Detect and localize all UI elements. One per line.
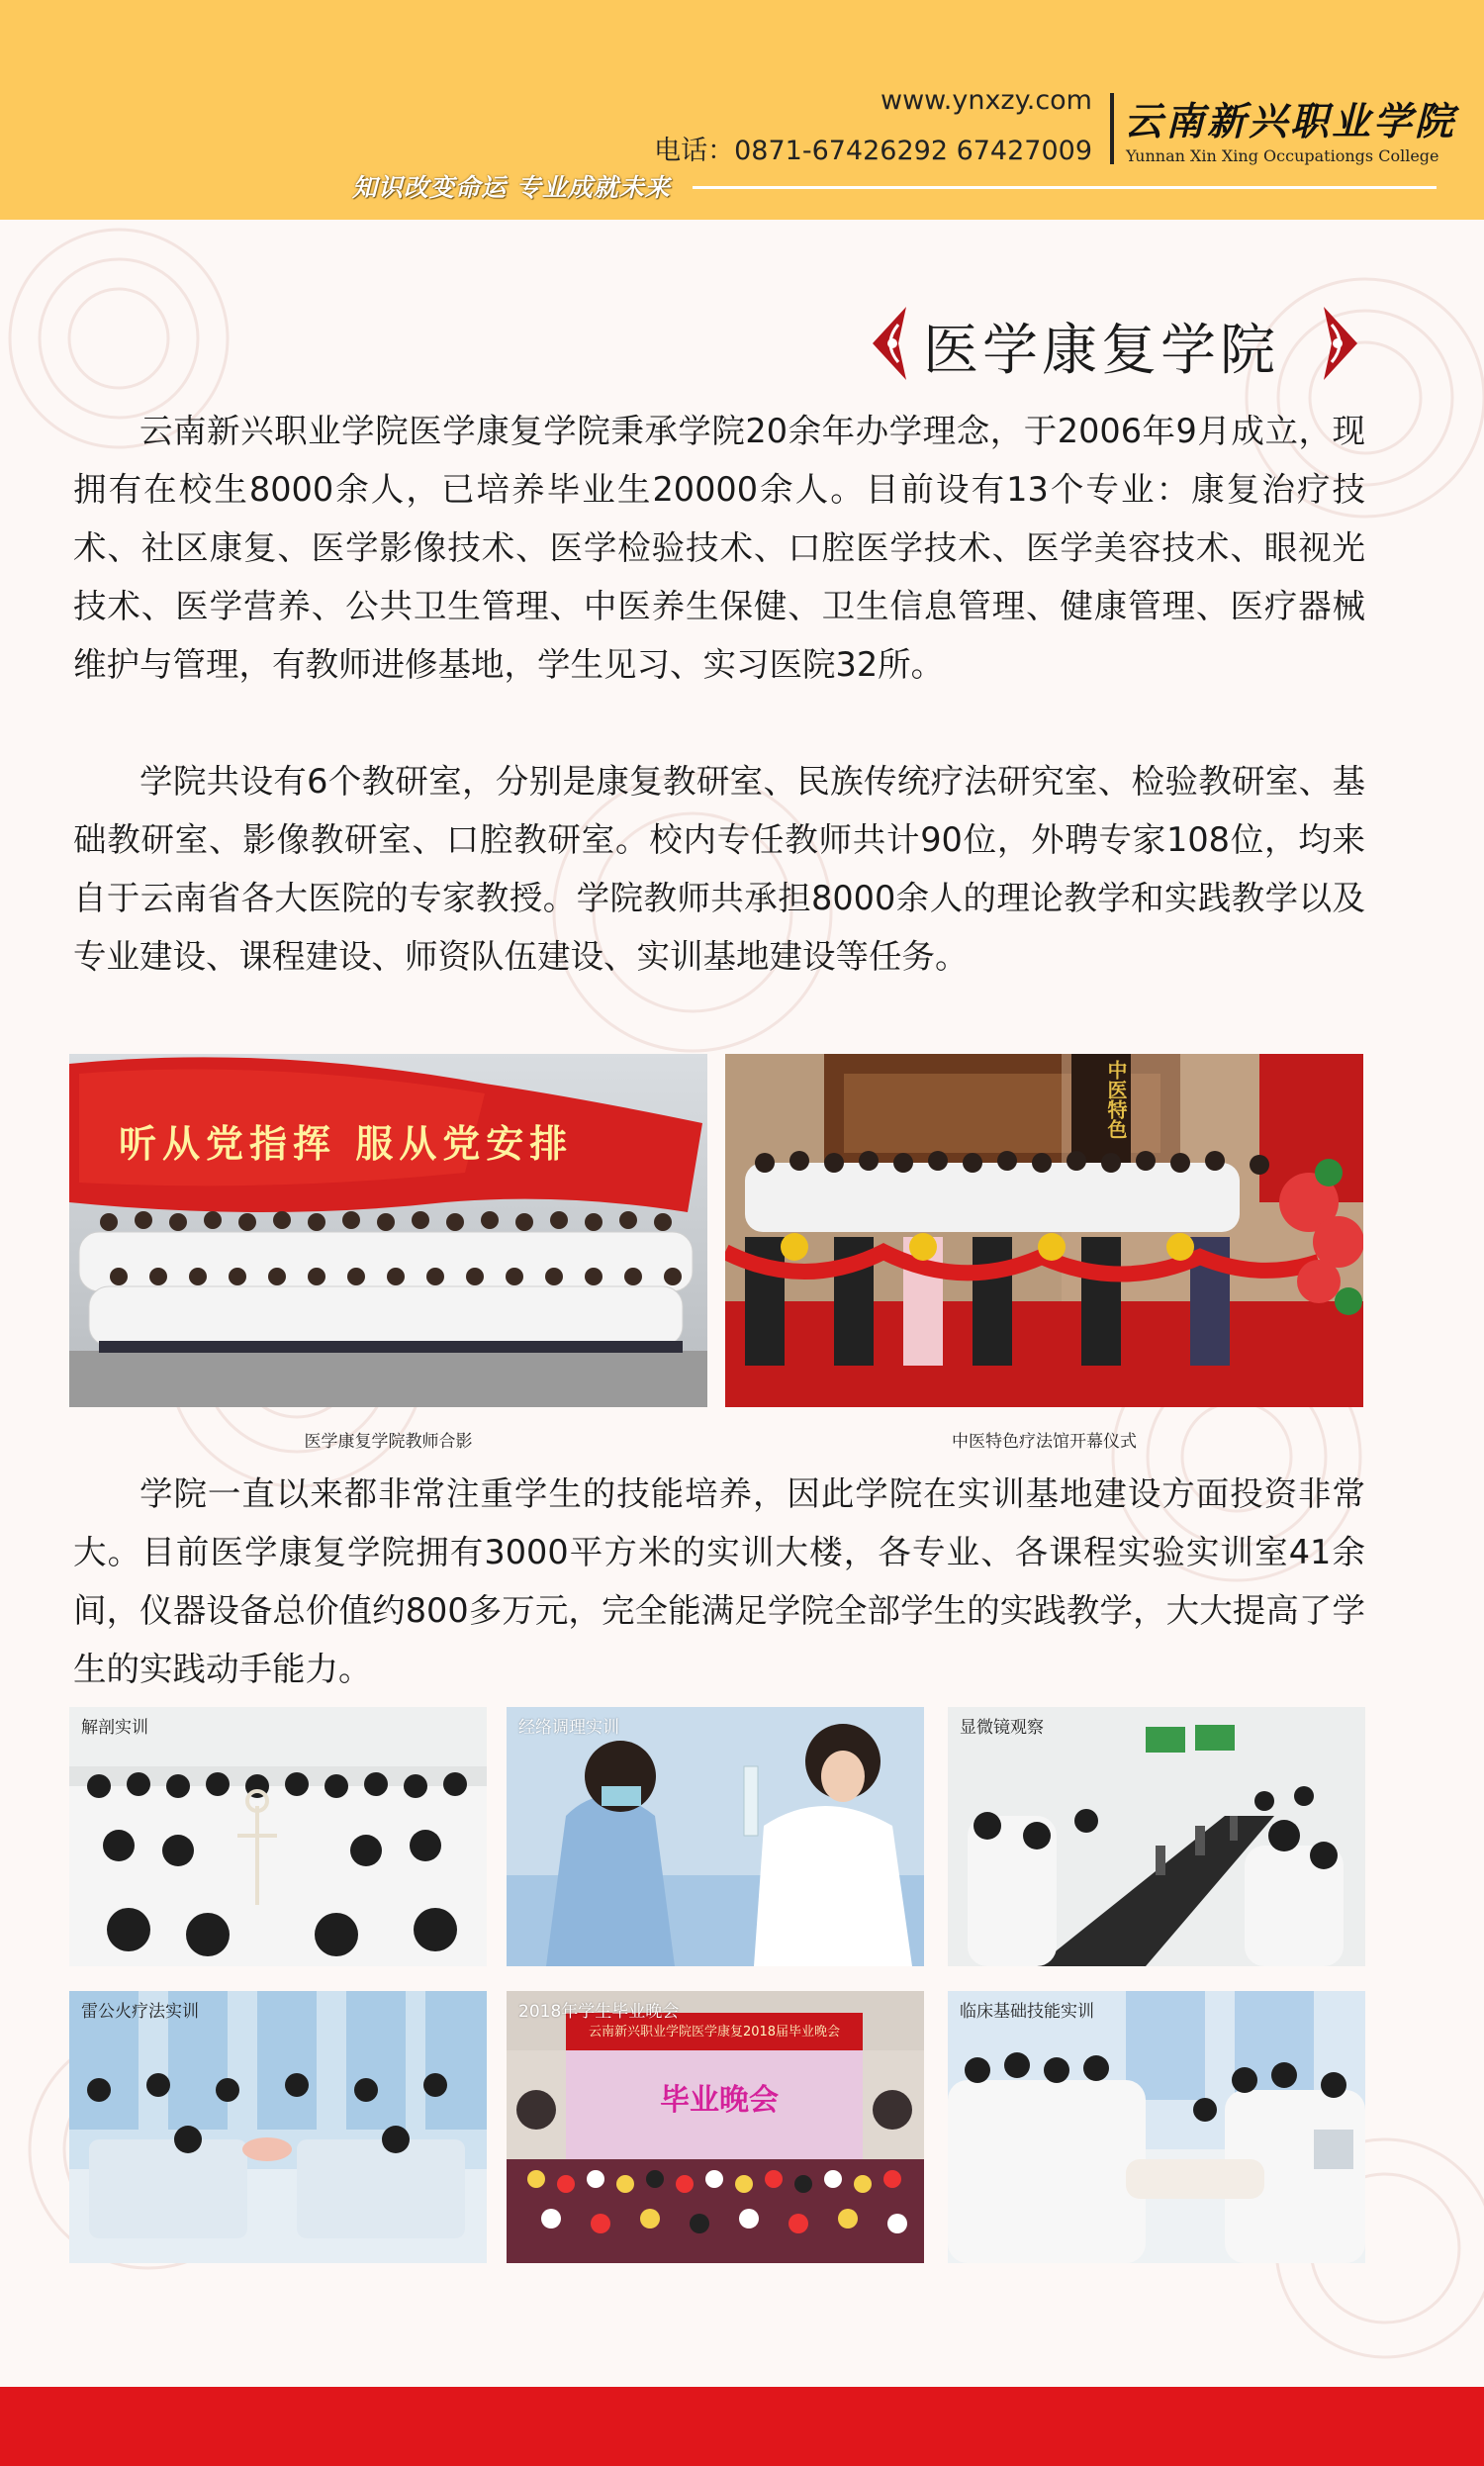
microscope-observation-image: [948, 1707, 1365, 1966]
label-microscope-observation: 显微镜观察: [960, 1718, 1044, 1738]
clinical-skills-training-image: [948, 1991, 1365, 2263]
header-banner: [0, 0, 1484, 220]
caption-teachers-group: 医学康复学院教师合影: [304, 1432, 473, 1452]
paragraph-departments: 学院共设有6个教研室，分别是康复教研室、民族传统疗法研究室、检验教研室、基础教研室、影像教研室、口腔教研室。校内专任教师共计90位，外聘专家108位，均来自于云南省各大医院的专家教授。学院教师共承担8000余人的理论教学和实践教学以及专业建设、课程建设、师资队伍建设、实训基地建设等任务。: [73, 762, 1365, 976]
fire-therapy-training-image: [69, 1991, 487, 2263]
label-anatomy-training: 解剖实训: [81, 1718, 148, 1738]
photo-clinical-skills-training: [948, 1991, 1365, 2263]
label-clinical-skills-training: 临床基础技能实训: [960, 2002, 1094, 2022]
photo-microscope-observation: [948, 1707, 1365, 1966]
ornament-right-icon: [1322, 305, 1361, 382]
photo-teachers-group: [69, 1054, 707, 1407]
college-name-cn: 云南新兴职业学院: [1124, 99, 1457, 144]
label-fire-therapy-training: 雷公火疗法实训: [81, 2002, 199, 2022]
teachers-group-image: [69, 1054, 707, 1407]
meridian-training-image: [507, 1707, 924, 1966]
paragraph-training: 学院一直以来都非常注重学生的技能培养，因此学院在实训基地建设方面投资非常大。目前医学康复学院拥有3000平方米的实训大楼，各专业、各课程实验实训室41余间，仪器设备总价值约800多万元，完全能满足学院全部学生的实践教学，大大提高了学生的实践动手能力。: [73, 1474, 1365, 1688]
gala-banner-text: 云南新兴职业学院医学康复2018届毕业晚会: [588, 2025, 841, 2039]
label-meridian-training: 经络调理实训: [518, 1718, 619, 1738]
college-name-en: Yunnan Xin Xing Occupationgs College: [1126, 146, 1439, 165]
footer-bar: [0, 2387, 1484, 2466]
ornament-left-icon: [869, 305, 908, 382]
photo-anatomy-training: [69, 1707, 487, 1966]
label-graduation-gala: 2018年学生毕业晚会: [518, 2002, 680, 2022]
anatomy-training-image: [69, 1707, 487, 1966]
website-url[interactable]: www.ynxzy.com: [881, 85, 1092, 116]
section-title: [869, 297, 1361, 386]
vertical-sign-text: 中医特色: [1104, 1060, 1128, 1139]
caption-opening-ceremony: 中医特色疗法馆开幕仪式: [952, 1432, 1137, 1452]
opening-ceremony-image: [725, 1054, 1363, 1407]
section-title-text: 医学康复学院: [923, 319, 1279, 383]
header-underline: [693, 186, 1437, 189]
gala-stage-text: 毕业晚会: [660, 2083, 779, 2118]
paragraph-intro: 云南新兴职业学院医学康复学院秉承学院20余年办学理念，于2006年9月成立，现拥有在校生8000余人，已培养毕业生20000余人。目前设有13个专业：康复治疗技术、社区康复、医学影像技术、医学检验技术、口腔医学技术、医学美容技术、眼视光技术、医学营养、公共卫生管理、中医养生保健、卫生信息管理、健康管理、医疗器械维护与管理，有教师进修基地，学生见习、实习医院32所。: [73, 412, 1365, 684]
photo-meridian-training: [507, 1707, 924, 1966]
photo-fire-therapy-training: [69, 1991, 487, 2263]
phone-label: 电话：: [654, 136, 735, 166]
phone-line: [654, 129, 1092, 167]
phone-numbers: 0871-67426292 67427009: [734, 136, 1092, 166]
photo-graduation-gala: [507, 1991, 924, 2263]
slogan: 知识改变命运 专业成就未来: [352, 173, 671, 202]
photo-opening-ceremony: [725, 1054, 1363, 1407]
header-divider: [1110, 93, 1114, 164]
red-banner-text: 听从党指挥 服从党安排: [119, 1122, 574, 1166]
